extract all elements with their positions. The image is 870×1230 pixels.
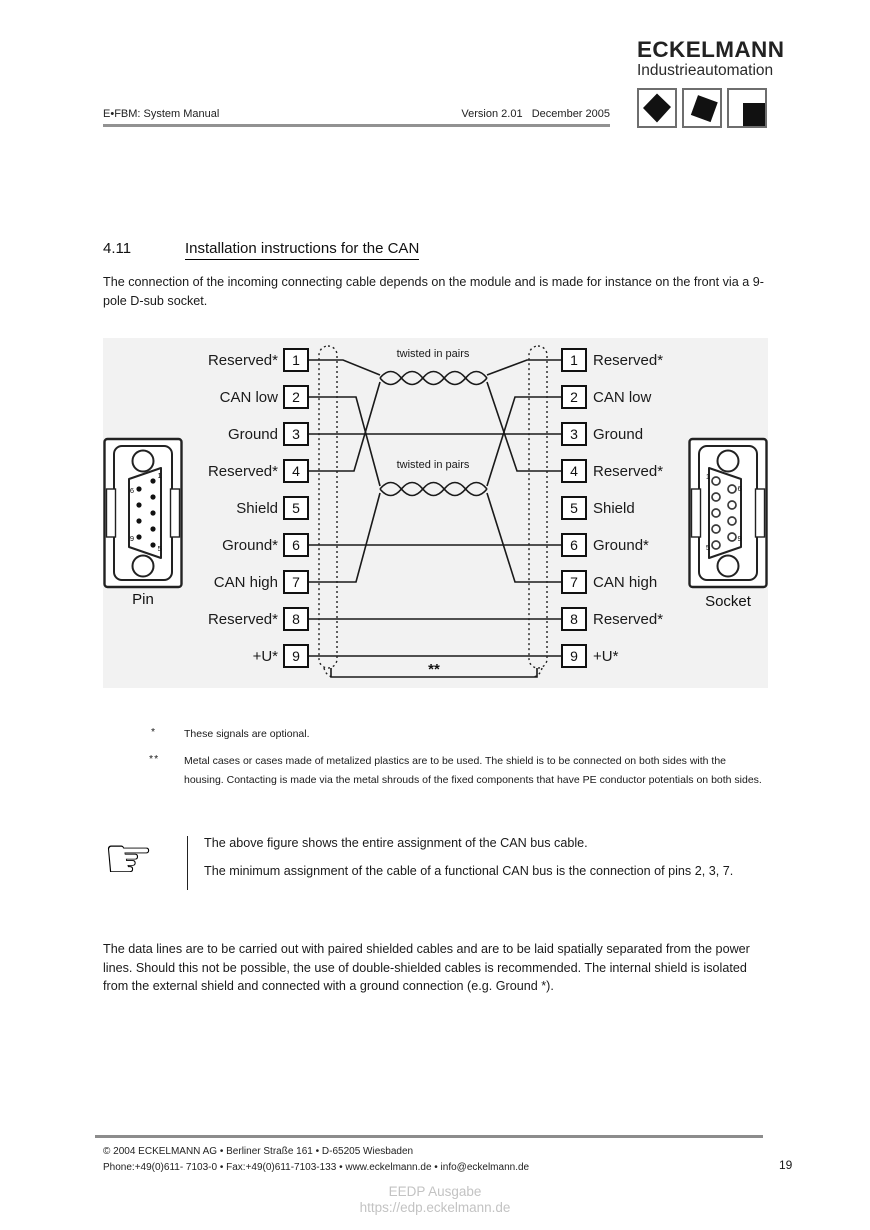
- pin-label-right: Ground: [593, 426, 644, 443]
- dsub-pin-connector: [105, 439, 182, 608]
- logo-subtitle: Industrieautomation: [637, 62, 774, 79]
- pin-label-left: Shield: [236, 500, 278, 517]
- pin-number-left: 2: [292, 389, 300, 405]
- watermark-line-2: https://edp.eckelmann.de: [359, 1200, 511, 1215]
- section-number: 4.11: [103, 240, 132, 257]
- footnote-1-marker: *: [151, 726, 157, 738]
- pin-label-left: Ground: [227, 426, 278, 443]
- pin-number-right: 8: [570, 611, 578, 627]
- pin-number-right: 7: [570, 574, 578, 590]
- pin-corner-5: 5: [157, 544, 162, 553]
- note-text: [204, 834, 756, 881]
- pin-number-right: 4: [570, 463, 578, 479]
- socket-corner-6: 6: [737, 484, 742, 493]
- pin-label-right: Reserved*: [593, 463, 664, 480]
- section-title: Installation instructions for the CAN: [185, 240, 419, 260]
- header-manual-title: E•FBM: System Manual: [103, 108, 220, 120]
- body-paragraph: The data lines are to be carried out with paired shielded cables and are to be laid spatially separated from the power lines. Should this not be possible, the use of double-shielded cables is recommended. The internal shield is isolated from the external shield and connected with a ground connection (e.g. Ground *).: [103, 942, 750, 994]
- note-line-1: The above figure shows the entire assignment of the CAN bus cable.: [204, 836, 588, 850]
- logo-name: ECKELMANN: [637, 37, 785, 62]
- pin-label-right: CAN low: [593, 389, 652, 406]
- pin-label-right: Reserved*: [593, 352, 664, 369]
- pin-corner-6: 6: [129, 486, 134, 495]
- pin-number-right: 1: [570, 352, 578, 368]
- socket-corner-9: 9: [737, 534, 742, 543]
- watermark-line-1: EEDP Ausgabe: [388, 1184, 482, 1199]
- pin-label-right: CAN high: [593, 574, 658, 591]
- pin-label-right: Ground*: [593, 537, 649, 554]
- company-logo: [637, 38, 784, 128]
- socket-connector-label: Socket: [705, 593, 751, 610]
- footnote-2-text: Metal cases or cases made of metalized plastics are to be used. The shield is to be connected on both sides with the housing. Contacting is made via the metal shrouds of the fixed components that have PE conductor potentials on both sides.: [184, 755, 762, 786]
- socket-corner-1: 1: [705, 472, 710, 481]
- manicule-icon: ☞: [103, 826, 155, 892]
- pin-number-left: 1: [292, 352, 300, 368]
- footer-rule: [95, 1135, 763, 1138]
- logo-square-diamond-icon: [637, 88, 677, 128]
- note-divider: [187, 836, 188, 890]
- footnote-1-text: These signals are optional.: [184, 728, 310, 740]
- cable-shield-dotted: [319, 346, 547, 677]
- shield-bracket-label: **: [428, 661, 440, 678]
- pin-number-right: 3: [570, 426, 578, 442]
- intro-paragraph: The connection of the incoming connecting cable depends on the module and is made for instance on the front via a 9-pole D-sub socket.: [103, 275, 764, 308]
- pin-label-right: Shield: [593, 500, 635, 517]
- pin-number-right: 5: [570, 500, 578, 516]
- pin-label-left: +U*: [252, 648, 278, 665]
- footer-contact: Phone:+49(0)611- 7103-0 • Fax:+49(0)611-7103-133 • www.eckelmann.de • info@eckelmann.de: [103, 1162, 530, 1173]
- pin-connector-label: Pin: [132, 591, 154, 608]
- pin-number-left: 3: [292, 426, 300, 442]
- pin-number-left: 7: [292, 574, 300, 590]
- pin-number-left: 5: [292, 500, 300, 516]
- note-block: [103, 826, 756, 892]
- dsub-socket-connector: [690, 439, 767, 610]
- pin-label-left: Reserved*: [207, 463, 278, 480]
- pin-number-left: 9: [292, 648, 300, 664]
- pin-number-left: 8: [292, 611, 300, 627]
- twisted-pairs-caption-bottom: twisted in pairs: [396, 459, 470, 471]
- twisted-pair-wires: [308, 360, 562, 582]
- header-version: Version 2.01 December 2005: [461, 108, 610, 120]
- logo-square-corner-icon: [727, 88, 767, 128]
- pin-number-left: 4: [292, 463, 300, 479]
- socket-corner-5: 5: [705, 543, 710, 552]
- logo-square-tilted-icon: [682, 88, 722, 128]
- pin-corner-9: 9: [129, 534, 134, 543]
- pin-number-right: 2: [570, 389, 578, 405]
- pin-number-right: 6: [570, 537, 578, 553]
- pin-label-left: Reserved*: [207, 352, 278, 369]
- note-line-2: The minimum assignment of the cable of a functional CAN bus is the connection of pins 2, 3, 7.: [204, 864, 734, 878]
- twisted-pairs-caption-top: twisted in pairs: [396, 348, 470, 360]
- section-heading: [103, 240, 419, 260]
- logo-squares-icon: [637, 88, 784, 128]
- pin-number-left: 6: [292, 537, 300, 553]
- page-number: 19: [779, 1158, 793, 1172]
- page-header: [103, 108, 610, 127]
- pin-label-left: CAN low: [219, 389, 278, 406]
- pin-label-left: CAN high: [213, 574, 278, 591]
- footnote-2-marker: **: [149, 753, 160, 765]
- pin-label-right: +U*: [593, 648, 619, 665]
- pin-label-left: Reserved*: [207, 611, 278, 628]
- footer-address: © 2004 ECKELMANN AG • Berliner Straße 161 • D-65205 Wiesbaden: [103, 1146, 414, 1157]
- pin-number-right: 9: [570, 648, 578, 664]
- can-wiring-diagram: [103, 338, 768, 688]
- pin-corner-1: 1: [157, 471, 162, 480]
- pin-label-left: Ground*: [222, 537, 278, 554]
- pin-label-right: Reserved*: [593, 611, 664, 628]
- shield-bracket: [331, 661, 537, 678]
